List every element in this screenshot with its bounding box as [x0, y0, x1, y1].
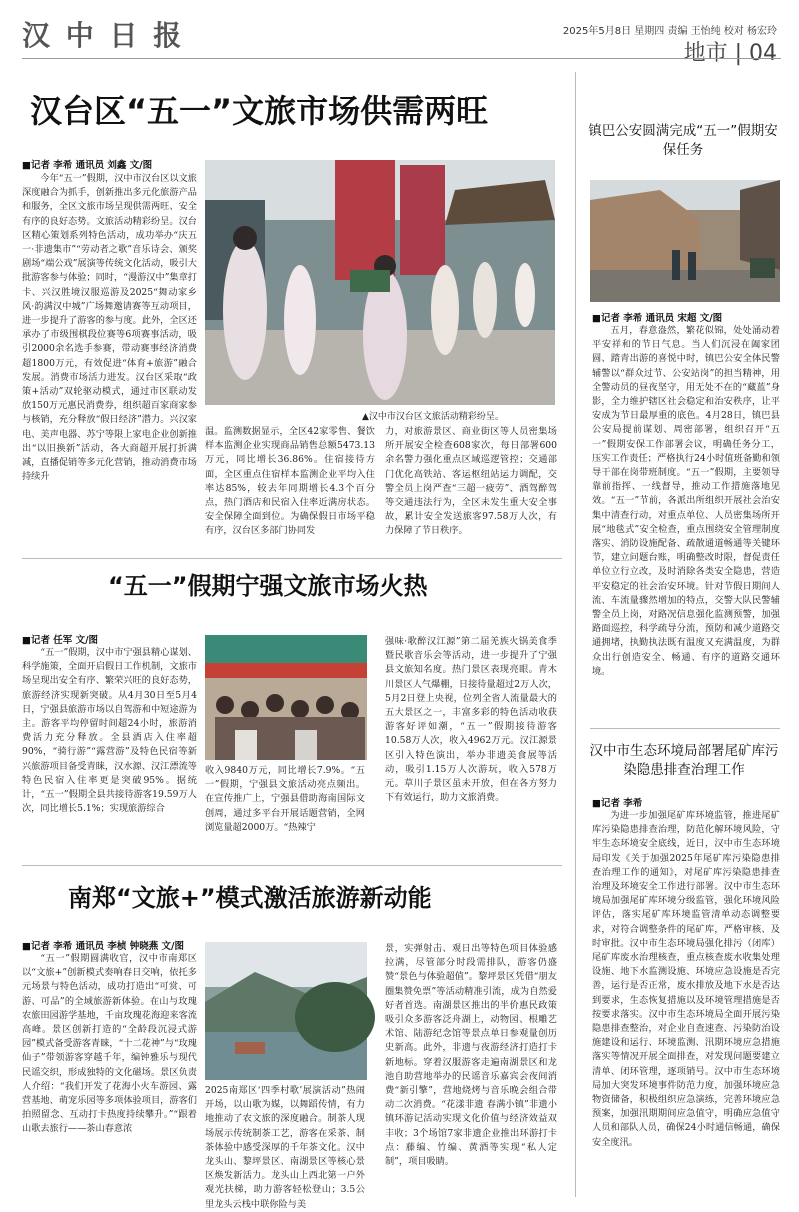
section-rule [590, 728, 780, 729]
article-text: 收入9840万元，同比增长7.9%。“五一”假期，宁强县文旅活动亮点频出。在宣传推广上，宁强县借助海南国际文创周，通过多平台开展话题营销，全网浏览量超2000万。“热辣宁 [205, 765, 365, 833]
article-ecology [592, 809, 780, 1197]
byline-zhenba: ■记者 李希 通讯员 宋超 文/图 [592, 313, 723, 324]
photo-zhenba-street [590, 180, 780, 302]
byline-nanzheng: ■记者 李希 通讯员 李桢 钟晓燕 文/图 [22, 941, 184, 952]
article-ningqiang-col2 [205, 764, 365, 871]
article-text: “五一”假期，汉中市宁强县精心谋划、科学施策，全面开启假日工作机制，文旅市场呈现出安全有序、繁荣兴旺的良好态势，旅游经济实现新突破。从4月30日至5月4日，宁强县旅游市场以自驾游和中短途游为主。游客平均停留时间超24小时，旅游消费活力充分释放。全县酒店入住率超90%，“骑行游”“露营游”及特色民宿等新兴旅游项目备受青睐，汉水源、汉江漂流等特色民宿入住率更是突破95%。据统计，“五一”假期全县共接待游客19.59万人次，同比增长5.1%；实现旅游综合 [22, 647, 197, 815]
article-zhenba [592, 324, 780, 724]
byline-hantai: ■记者 李希 通讯员 刘鑫 文/图 [22, 160, 153, 171]
section-label: 地市 | 04 [683, 41, 777, 66]
section-rule [22, 558, 562, 559]
article-text: 五月，春意盎然，繁花似锦，处处涌动着平安祥和的节日气息。当人们沉浸在阖家团圆、踏青出游的喜悦中时，镇巴公安全体民警辅警以“群众过节、公安站岗”的担当精神，用全警动员的昼夜坚守，用无处不在的“藏蓝”身影，全力维护辖区社会稳定和治安秩序，让平安成为节日最厚重的底色。4月28日，镇巴县公安局提前谋划、周密部署，组织召开“五一”假期安保工作部署会议，明确任务分工，压实工作责任；严格执行24小时值班备勤和领导干部在岗带班制度。“五一”假期，主要领导靠前指挥、一线督导，推动工作措施落地见效。“五一”节前，各派出所组织开展社会治安集中清查行动，对重点单位、人员密集场所开展“地毯式”安全检查，重点围绕安全管理制度落实、消防设施配备、疏散通道畅通等关键环节，建立问题台账，明确整改时限，督促责任单位立行立改，及时消除各类安全隐患，营造平安稳定的社会治安环境。针对节假日期间人流、车流量骤然增加的特点，交警大队民警辅警全员上岗，对路况信息强化监测预警，加强路面巡控，科学疏导分流，预防和减少道路交通拥堵，执勤执法既有温度又充满温度，为群众出行创造安全、畅通、有序的道路交通环境。 [592, 325, 780, 677]
column-divider [575, 72, 576, 1197]
section-rule [22, 865, 562, 866]
article-nanzheng-col2 [205, 1084, 365, 1210]
masthead-rule [22, 58, 781, 59]
article-text: 今年“五一”假期，汉中市汉台区以文旅深度融合为抓手，创新推出多元化旅游产品和服务，全区文旅市场呈现供需两旺、安全有序的良好态势。文旅活动精彩纷呈。汉台区精心策划系列特色活动，成功举办“庆五一·非遗集市”“劳动者之歌”音乐诗会、颁奖剧场“端公戏”展演等传统文化活动，吸引大批游客参与体验；同时，“漫游汉中”集章打卡、兴汉胜境汉服巡游及2025“舞动家乡风·韵满汉中城”广场舞邀请赛等互动项目，进一步提升了游客的参与度。此外，全区还承办了市级围棋段位赛等6项赛事活动，吸引2000余名选手参赛，带动赛事经济消费超1800万元，有效促进“体育+旅游”融合发展。消费市场活力进发。汉台区采取“政策+活动”双轮驱动模式，通过市区联动发放150万元惠民消费券，组织超百家商家参与核销，充分释放“假日经济”潜力。兴汉家电、美声电器、苏宁等限上家电企业创新推出“以旧换新”活动，各大商超开展打折满减，直播促销等多元化营销，推动消费市场持续升 [22, 173, 197, 483]
article-nanzheng-col3 [385, 942, 557, 1197]
caption-hantai: ▲汉中市汉台区文旅活动精彩纷呈。 [362, 412, 504, 422]
article-text: 为进一步加强尾矿库环境监管，推进尾矿库污染隐患排查治理，防范化解环境风险，守牢生态环境安全底线，近日，汉中市生态环境局印发《关于加强2025年尾矿库污染隐患排查治理工作的通知》，对尾矿库污染隐患排查治理及环境安全工作进行部署。汉中市生态环境局加强尾矿库环境分级监管，强化环境风险评估，落实尾矿库环境监管清单动态调整要求，对符合调整条件的尾矿库，严格审核、及时审批。汉中市生态环境局强化排污（闭库）尾矿库废水治理核查，重点核查废水收集处理设施、地下水监测设施、环境应急设施是否完善，运行是否正常，废水排放及地下水是否达到要求，生态恢复措施以及环境管理措施是否按要求落实。汉中市生态环境局全面开展污染隐患排查整治，对企业自查速查、污染防治设施建设和运行、环境监测、汛期环境应急措施落实等情况开展全面排查，对发现问题要建立清单、闭环管理，逐项销号。汉中市生态环境局加大突发环境事件防范力度，加强环境应急物资储备，积极组织应急演练，完善环境应急预案，加强汛期期间应急值守，明确应急值守人员和部队人员，确保24小时通信畅通，确保安全度汛。 [592, 810, 780, 1148]
article-ningqiang-col3 [385, 635, 557, 871]
photo-ningqiang-crowd [205, 635, 367, 760]
article-text: “五一”假期圆满收官，汉中市南郑区以“文旅+”创新模式奏响春日交响，依托多元场景与特色活动，成功打造出“可赏、可游、可品”的全域旅游新体验。在山与玫瑰农旅田园游学基地，千亩玫瑰花海迎来客流高峰。景区创新打造的“全龄段沉浸式游园”模式备受游客青睐，“十二花神”与“玫瑰仙子”带领游客穿越千年，编钟雅乐与现代民谣交织，形成独特的文化磁场。景区负责人介绍：“我们开发了花海小火车游园、露营基地、萌宠乐园等多项体验项目，游客们拍照留念、互动打卡热度持续攀升。”“跟着山歌去旅行——茶山春意浓 [22, 953, 197, 1135]
headline-nanzheng: 南郑“文旅+”模式激活旅游新动能 [68, 884, 432, 912]
article-text: 强味·歌醉汉江源”第二届羌族火锅美食季暨民歌音乐会等活动，进一步提升了宁强县文旅知名度。热门景区表现亮眼。青木川景区人气爆棚，日接待量超过2万人次，5月2日登上央视，位列全省人流量最大的五大景区之一，丰富多彩的特色活动收获游客好评如潮，“五一”假期接待游客10.58万人次，收入4962万元。汉江源景区引入特色演出，举办非遗美食展等活动，吸引1.15万人次游玩，收入578万元。草川子景区虽未开放，但在各方努力下有效运行，助力文旅消费。 [385, 636, 557, 804]
article-hantai-col3 [385, 425, 557, 575]
dateline: 2025年5月8日 星期四 责编 王怡纯 校对 杨宏玲 [562, 26, 777, 37]
headline-ecology: 汉中市生态环境局部署尾矿库污染隐患排查治理工作 [589, 743, 779, 778]
article-ningqiang-col1 [22, 646, 197, 871]
article-nanzheng-col1 [22, 952, 197, 1197]
byline-ecology: ■记者 李希 [592, 798, 643, 809]
byline-ningqiang: ■记者 任军 文/图 [22, 635, 99, 646]
article-text: 温。监测数据显示，全区42家零售、餐饮样本监测企业实现商品销售总额5473.13万元，同比增长36.86%。住宿接待方面，全区重点住宿样本监测企业平均入住率达85%，较去年同期增长4.3个百分点，热门酒店和民宿入住率近满房状态。安全保障全面到位。为确保假日市场平稳有序，汉台区多部门协同发 [205, 426, 375, 537]
photo-nanzheng-scenery [205, 942, 367, 1080]
article-text: 2025南郑区‘四季村歌’展演活动”热闹开场，以山歌为媒，以舞蹈传情，有力地推动了农文旅的深度融合。制茶人现场展示传统制茶工艺，游客在采茶、制茶体验中感受深厚的千年茶文化。汉中龙头山、黎坪景区、南湖景区等核心景区焕发新活力。龙头山上西北第一户外观光扶梯，助力游客轻松登山；3.5公里龙头云栈中联你险与美 [205, 1085, 365, 1210]
photo-hantai-parade [205, 160, 555, 405]
article-text: 力，对旅游景区、商业街区等人员密集场所开展安全检查608家次，每日部署600余名警力强化重点区域巡逻管控；交通部门优化高铁站、客运枢纽站运力调配，交警全员上岗严查“三超一疲劳”、酒驾醉驾等交通违法行为，全区未发生重大安全事故，累计安全发送旅客97.58万人次，有力保障了节日秩序。 [385, 426, 557, 537]
headline-ningqiang: “五一”假期宁强文旅市场火热 [108, 572, 428, 600]
article-text: 景，实弹射击、观日出等特色项目体验感拉满，尽管部分时段需排队，游客仍盛赞“景色与体验超值”。黎坪景区凭借“朋友圈集赞免票”等活动精准引流，成为自然爱好者首选。南湖景区推出的半价惠民政策吸引众多游客泛舟湖上，动物园、根雕艺术馆、陆游纪念馆等景点单日参观量创历史新高。此外，非遗与夜游经济打造打卡新地标。穿着汉服游客走遍南湖景区和龙池自助营地举办的民谣音乐嘉宾会夜间消费“新引擎”，营地烧烤与音乐晚会组合带动二次消费。“花漾非遗 春满小镇”非遗小镇环游记活动实现文化价值与经济效益双丰收；3个场馆7家非遗企业推出环游打卡点：藤编、竹编、黄酒等实现“私人定制”，项目吸睛。 [385, 943, 557, 1168]
article-hantai-col2 [205, 425, 375, 575]
headline-zhenba: 镇巴公安圆满完成“五一”假期安保任务 [588, 123, 778, 158]
masthead-logo: 汉 中 日 报 [22, 19, 185, 52]
headline-hantai: 汉台区“五一”文旅市场供需两旺 [30, 92, 489, 130]
